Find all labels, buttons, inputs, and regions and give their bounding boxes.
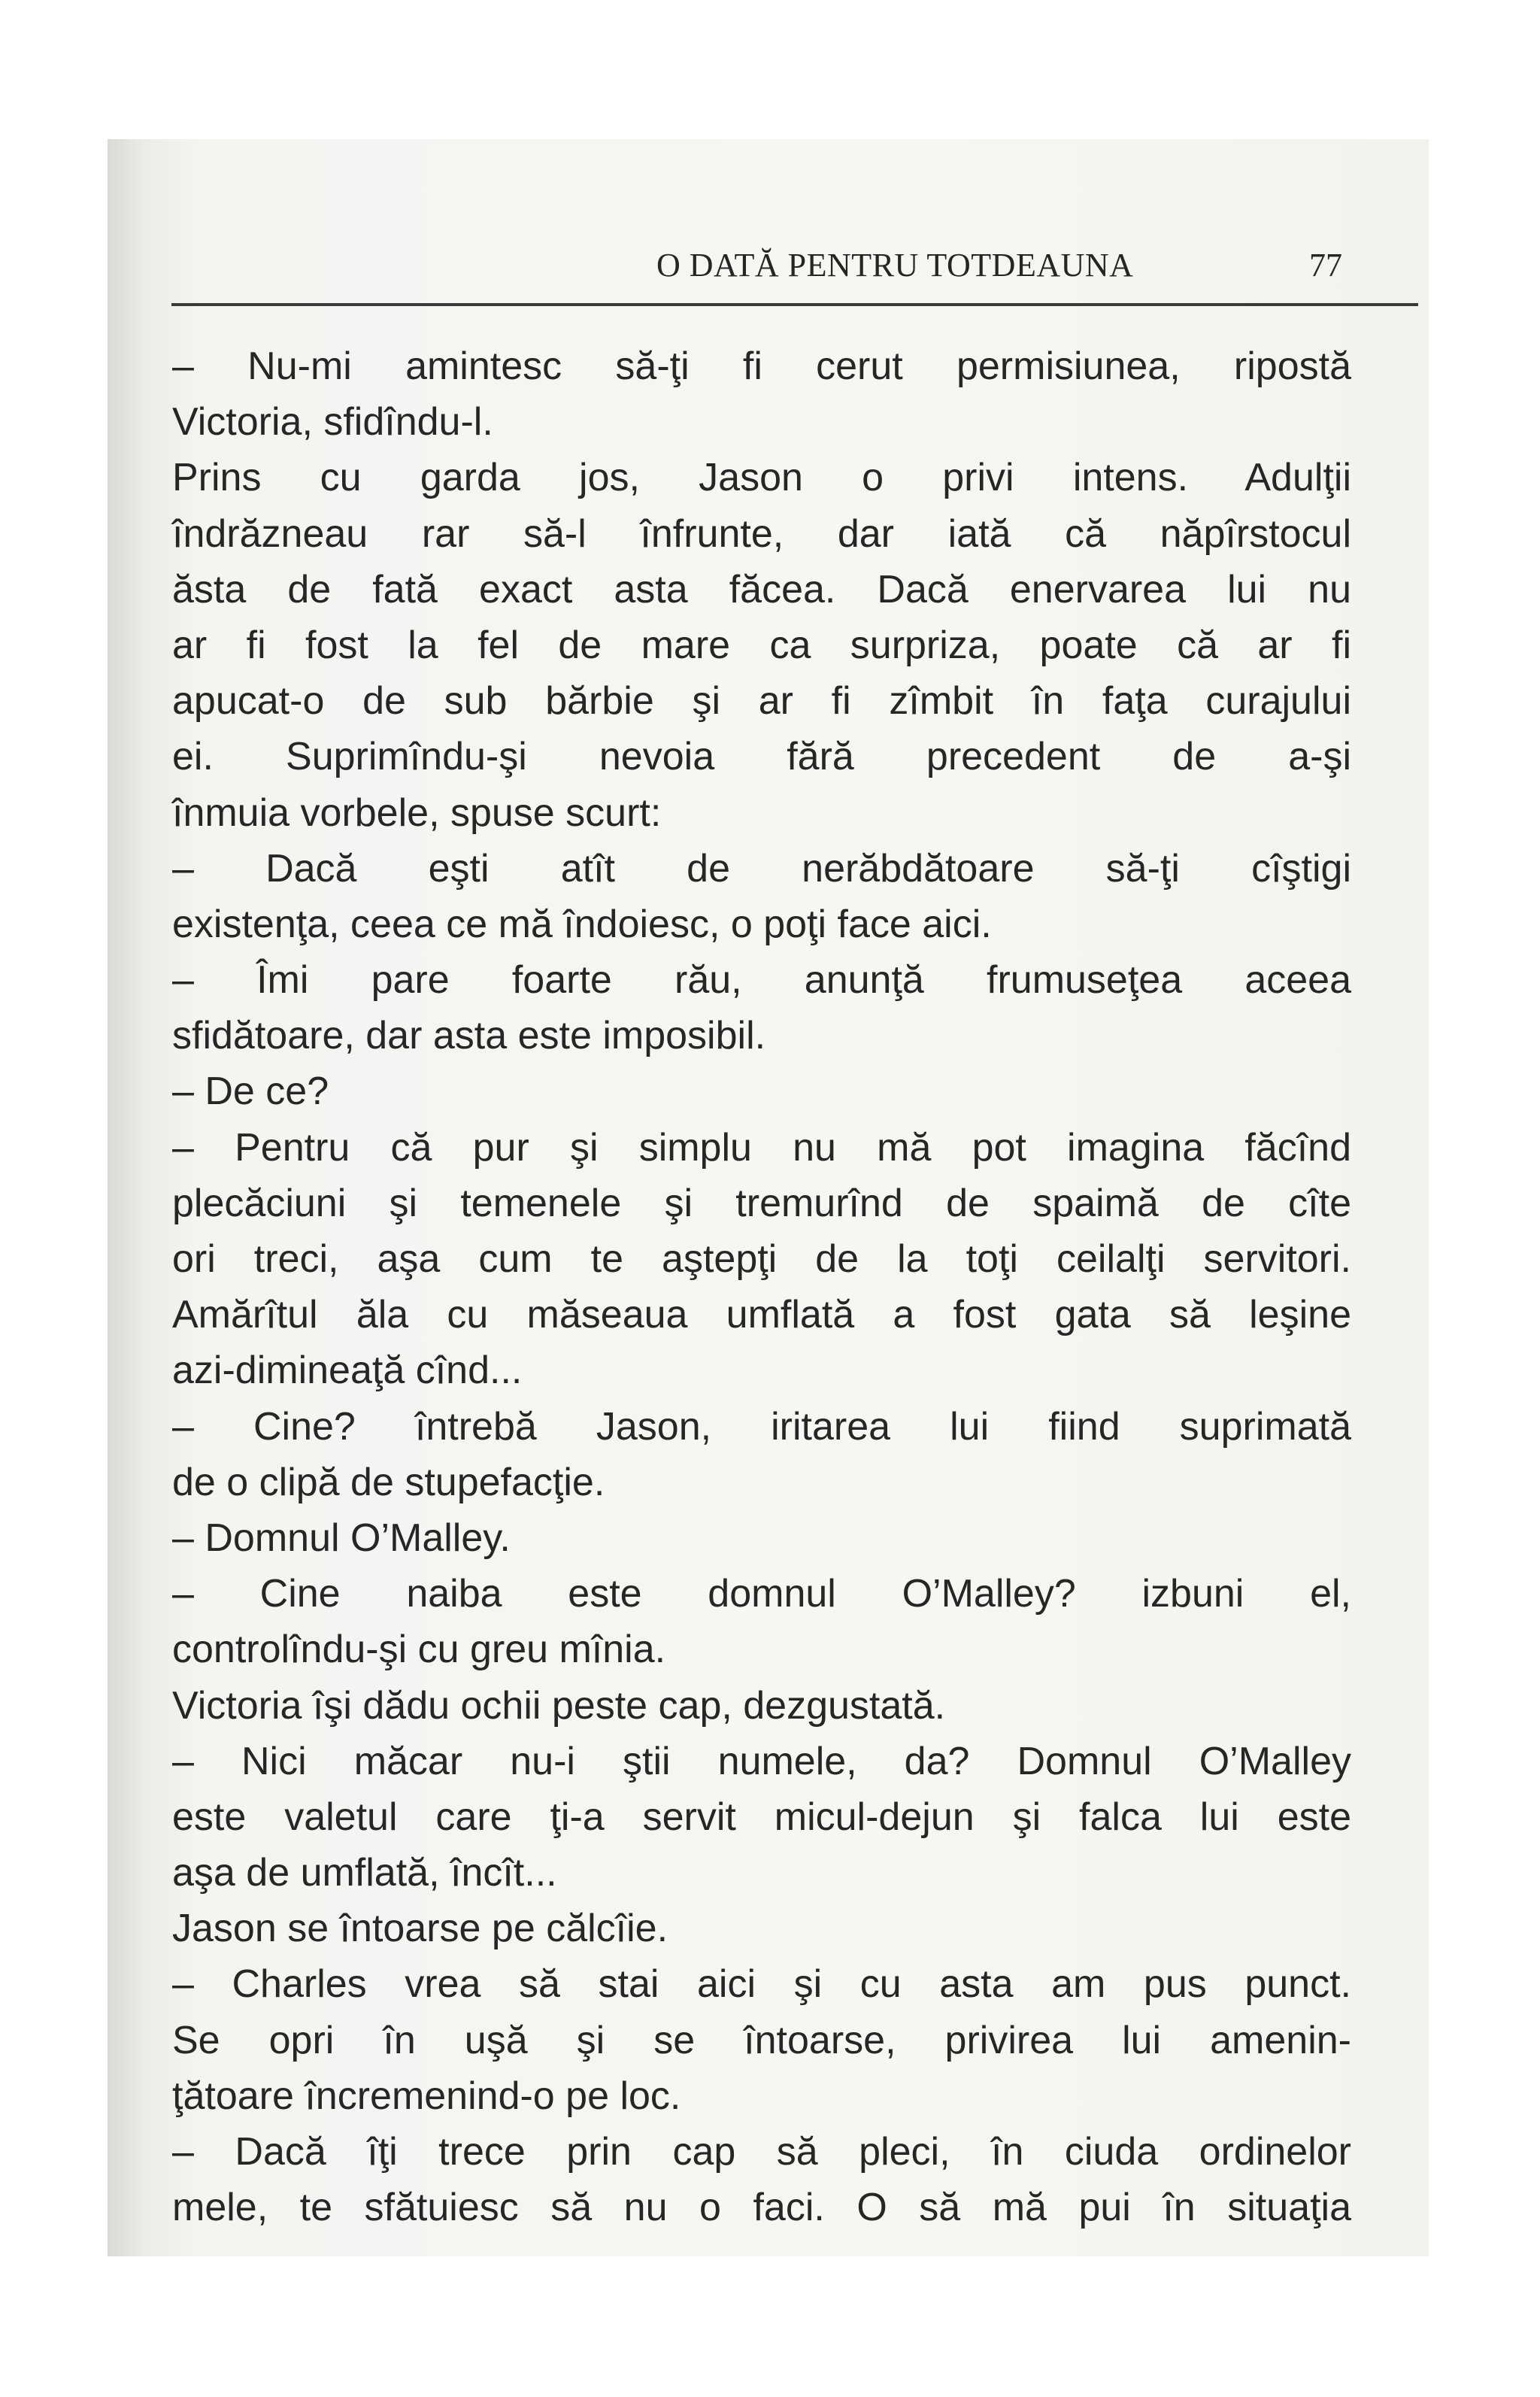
text-line: – Cine? întrebă Jason, iritarea lui fiind suprimată <box>172 1404 1351 1449</box>
text-line: Jason se întoarse pe călcîie. <box>172 1907 668 1951</box>
book-page <box>108 139 1429 2256</box>
text-line: plecăciuni şi temenele şi tremurînd de spaimă de cîte <box>172 1181 1351 1225</box>
text-line: – Nu-mi amintesc să-ţi fi cerut permisiunea, ripostă <box>172 344 1351 388</box>
text-line: Amărîtul ăla cu măseaua umflată a fost gata să leşine <box>172 1293 1351 1337</box>
text-line: – De ce? <box>172 1070 329 1114</box>
text-line: – Nici măcar nu-i ştii numele, da? Domnul O’Malley <box>172 1739 1351 1783</box>
text-line: Prins cu garda jos, Jason o privi intens. Adulţii <box>172 456 1351 500</box>
text-line: ori treci, aşa cum te aştepţi de la toţi ceilalţi servitori. <box>172 1237 1351 1281</box>
body-text <box>172 338 1351 2235</box>
page-number: 77 <box>1309 247 1342 284</box>
text-line: ei. Suprimîndu-şi nevoia fără precedent de a-şi <box>172 735 1351 779</box>
text-line: îndrăzneau rar să-l înfrunte, dar iată că năpîrstocul <box>172 511 1351 556</box>
running-title: O DATĂ PENTRU TOTDEAUNA <box>656 247 1134 284</box>
text-line: de o clipă de stupefacţie. <box>172 1460 605 1504</box>
text-line: controlîndu-şi cu greu mînia. <box>172 1628 666 1672</box>
text-line: Victoria, sfidîndu-l. <box>172 400 493 445</box>
text-line: apucat-o de sub bărbie şi ar fi zîmbit în faţa curajului <box>172 679 1351 724</box>
text-line: ar fi fost la fel de mare ca surpriza, poate că ar fi <box>172 623 1351 667</box>
text-line: ţătoare încremenind-o pe loc. <box>172 2074 681 2118</box>
text-line: – Charles vrea să stai aici şi cu asta am pus punct. <box>172 1962 1351 2007</box>
text-line: ăsta de fată exact asta făcea. Dacă enervarea lui nu <box>172 567 1351 611</box>
text-line: este valetul care ţi-a servit micul-dejun şi falca lui este <box>172 1795 1351 1839</box>
header-divider <box>171 303 1418 306</box>
text-line: Se opri în uşă şi se întoarse, privirea lui amenin- <box>172 2018 1351 2062</box>
text-line: – Cine naiba este domnul O’Malley? izbuni el, <box>172 1572 1351 1616</box>
text-line: Victoria îşi dădu ochii peste cap, dezgustată. <box>172 1683 946 1728</box>
text-line: azi-dimineaţă cînd... <box>172 1349 523 1393</box>
text-line: – Dacă îţi trece prin cap să pleci, în ciuda ordinelor <box>172 2130 1351 2174</box>
text-line: – Pentru că pur şi simplu nu mă pot imagina făcînd <box>172 1125 1351 1170</box>
text-line: mele, te sfătuiesc să nu o faci. O să mă pui în situaţia <box>172 2186 1351 2230</box>
text-line: înmuia vorbele, spuse scurt: <box>172 790 662 835</box>
text-line: – Dacă eşti atît de nerăbdătoare să-ţi cîştigi <box>172 846 1351 891</box>
running-header <box>108 246 1429 291</box>
text-line: aşa de umflată, încît... <box>172 1851 557 1895</box>
text-line: existenţa, ceea ce mă îndoiesc, o poţi face aici. <box>172 902 992 946</box>
text-line: sfidătoare, dar asta este imposibil. <box>172 1014 766 1058</box>
text-line: – Domnul O’Malley. <box>172 1516 511 1560</box>
text-line: – Îmi pare foarte rău, anunţă frumuseţea aceea <box>172 958 1351 1003</box>
